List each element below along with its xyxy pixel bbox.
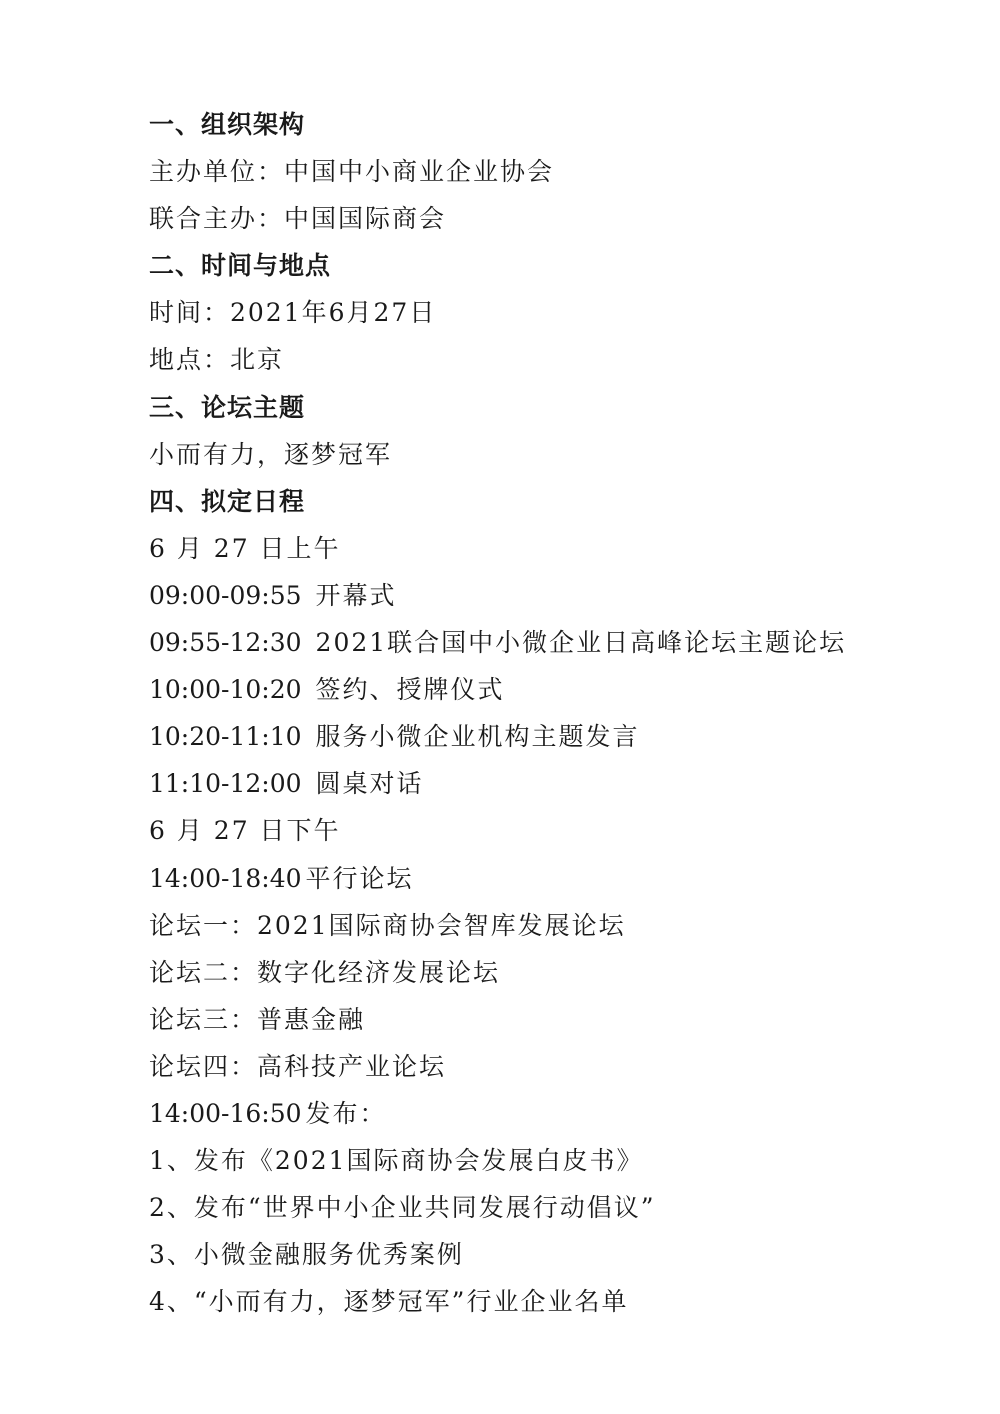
release-item: 3、小微金融服务优秀案例	[149, 1240, 464, 1270]
release-item: 2、发布“世界中小企业共同发展行动倡议”	[149, 1193, 656, 1223]
time-line: 时间：2021年6月27日	[149, 298, 437, 328]
cohost-line: 联合主办：中国国际商会	[149, 204, 447, 234]
section-heading-org: 一、组织架构	[149, 110, 306, 139]
forum-item: 论坛一：2021国际商协会智库发展论坛	[149, 910, 626, 940]
schedule-event: 2021联合国中小微企业日高峰论坛主题论坛	[315, 628, 847, 658]
schedule-event: 圆桌对话	[315, 769, 424, 799]
schedule-event: 发布：	[305, 1098, 387, 1128]
section-heading-theme: 三、论坛主题	[149, 392, 306, 422]
schedule-item	[149, 619, 949, 666]
release-item: 1、发布《2021国际商协会发展白皮书》	[149, 1146, 644, 1176]
schedule-item-parallel	[149, 855, 949, 902]
schedule-event: 平行论坛	[305, 863, 414, 893]
place-line: 地点：北京	[149, 345, 285, 375]
schedule-item	[149, 760, 949, 807]
afternoon-label: 6 月 27 日下午	[149, 816, 341, 846]
forum-item: 论坛二：数字化经济发展论坛	[149, 957, 501, 987]
schedule-event: 签约、授牌仪式	[315, 675, 505, 705]
schedule-item	[149, 713, 949, 760]
schedule-item-release	[149, 1090, 949, 1137]
schedule-time: 14:00-18:40	[149, 863, 302, 893]
schedule-time: 11:10-12:00	[149, 769, 302, 799]
theme-line: 小而有力，逐梦冠军	[149, 439, 393, 469]
schedule-time: 09:00-09:55	[149, 580, 302, 610]
section-heading-time-place: 二、时间与地点	[149, 251, 332, 281]
schedule-event: 开幕式	[315, 580, 397, 610]
schedule-event: 服务小微企业机构主题发言	[315, 722, 640, 752]
forum-item: 论坛四：高科技产业论坛	[149, 1051, 447, 1081]
schedule-time: 10:20-11:10	[149, 722, 302, 752]
document-body	[149, 101, 949, 1325]
host-line: 主办单位：中国中小商业企业协会	[149, 157, 555, 187]
section-heading-schedule: 四、拟定日程	[149, 486, 306, 516]
schedule-time: 09:55-12:30	[149, 628, 302, 658]
forum-item: 论坛三：普惠金融	[149, 1004, 366, 1034]
schedule-item	[149, 572, 949, 619]
morning-label: 6 月 27 日上午	[149, 533, 341, 563]
schedule-time: 14:00-16:50	[149, 1098, 302, 1128]
schedule-item	[149, 666, 949, 713]
schedule-time: 10:00-10:20	[149, 675, 302, 705]
release-item: 4、“小而有力，逐梦冠军”行业企业名单	[149, 1287, 629, 1317]
